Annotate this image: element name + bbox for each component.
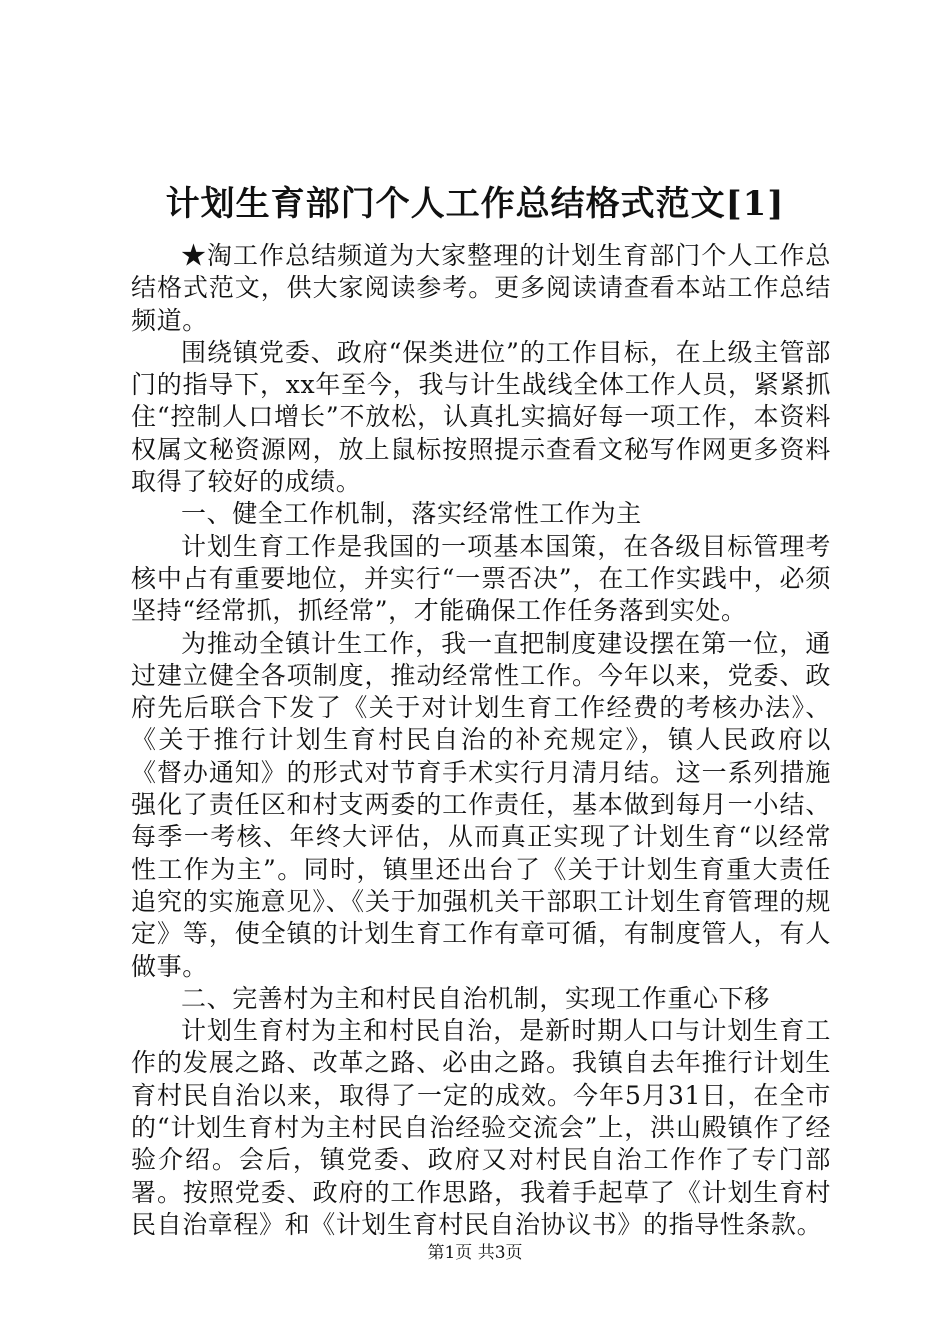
body-paragraph: 计划生育工作是我国的一项基本国策，在各级目标管理考核中占有重要地位，并实行“一票否决”，在工作实践中，必须坚持“经常抓，抓经常”，才能确保工作任务落到实处。	[131, 531, 831, 626]
body-paragraph-intro: ★淘工作总结频道为大家整理的计划生育部门个人工作总结格式范文，供大家阅读参考。更多阅读请查看本站工作总结频道。	[131, 241, 831, 335]
body-paragraph: 围绕镇党委、政府“保类进位”的工作目标，在上级主管部门的指导下，xx年至今，我与计生战线全体工作人员，紧紧抓住“控制人口增长”不放松，认真扎实搞好每一项工作，本资料权属文秘资源网，放上鼠标按照提示查看文秘写作网更多资料取得了较好的成绩。	[131, 337, 831, 497]
document-title: 计划生育部门个人工作总结格式范文[1]	[165, 184, 785, 224]
page-number-footer: 第1页 共3页	[427, 1243, 523, 1263]
document-body	[131, 240, 831, 1241]
section-heading-2: 二、完善村为主和村民自治机制，实现工作重心下移	[181, 983, 770, 1013]
body-paragraph: 为推动全镇计生工作，我一直把制度建设摆在第一位，通过建立健全各项制度，推动经常性工作。今年以来，党委、政府先后联合下发了《关于对计划生育工作经费的考核办法》、《关于推行计划生育村民自治的补充规定》，镇人民政府以《督办通知》的形式对节育手术实行月清月结。这一系列措施强化了责任区和村支两委的工作责任，基本做到每月一小结、每季一考核、年终大评估，从而真正实现了计划生育“以经常性工作为主”。同时，镇里还出台了《关于计划生育重大责任追究的实施意见》、《关于加强机关干部职工计划生育管理的规定》等，使全镇的计划生育工作有章可循，有制度管人，有人做事。	[131, 628, 831, 981]
body-paragraph: 计划生育村为主和村民自治，是新时期人口与计划生育工作的发展之路、改革之路、必由之路。我镇自去年推行计划生育村民自治以来，取得了一定的成效。今年5月31日，在全市的“计划生育村为主村民自治经验交流会”上，洪山殿镇作了经验介绍。会后，镇党委、政府又对村民自治工作作了专门部署。按照党委、政府的工作思路，我着手起草了《计划生育村民自治章程》和《计划生育村民自治协议书》的指导性条款。	[131, 1016, 831, 1239]
section-heading-1: 一、健全工作机制，落实经常性工作为主	[181, 499, 642, 529]
